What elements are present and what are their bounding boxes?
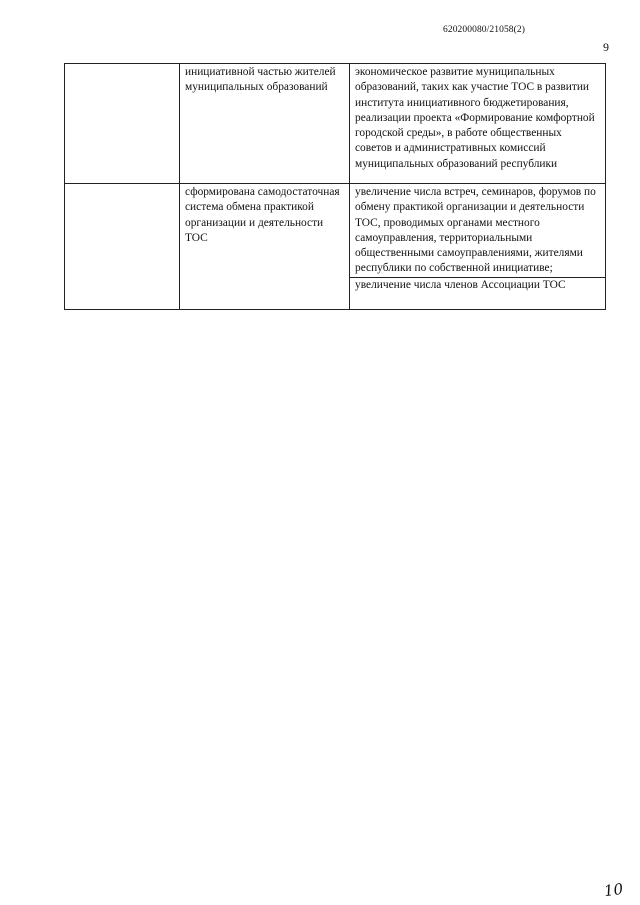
table-cell-result: сформирована самодостаточная система обмена практикой организации и деятельности ТОС bbox=[180, 184, 350, 310]
table-cell-empty bbox=[65, 184, 180, 310]
indicator-text: увеличение числа членов Ассоциации ТОС bbox=[350, 277, 605, 293]
content-table bbox=[64, 63, 606, 310]
document-code: 620200080/21058(2) bbox=[443, 25, 526, 35]
table-row bbox=[65, 64, 606, 184]
page-number: 9 bbox=[603, 40, 609, 54]
indicator-text: экономическое развитие муниципальных образований, таких как участие ТОС в развитии института инициативного бюджетирования, реализации проекта «Формирование комфортной городской среды», в работе общественных советов и административных комиссий муниципальных образований республики bbox=[355, 66, 595, 170]
table-cell-empty bbox=[65, 64, 180, 184]
table-row bbox=[65, 184, 606, 310]
indicator-text: увеличение числа встреч, семинаров, форумов по обмену практикой организации и деятельности ТОС, проводимых органами местного самоуправления, территориальными общественными самоуправлениями, жителями республики по собственной инициативе; bbox=[355, 186, 596, 275]
table-cell-result: инициативной частью жителей муниципальных образований bbox=[180, 64, 350, 184]
table-cell-indicator bbox=[350, 184, 606, 310]
table-cell-indicator bbox=[350, 64, 606, 184]
handwritten-page-number: 10 bbox=[602, 879, 625, 901]
